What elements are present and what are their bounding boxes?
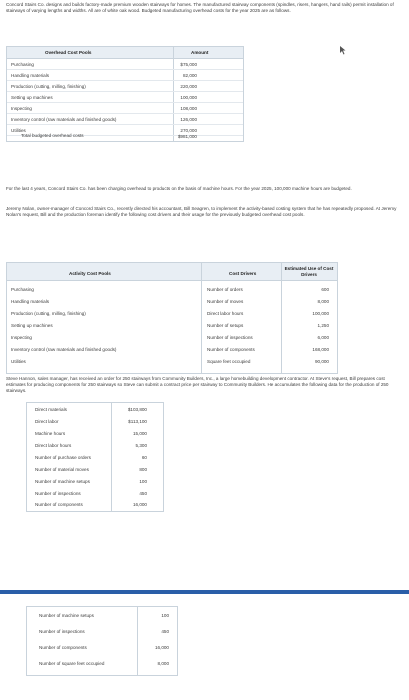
order-paragraph: Steve Hannon, sales manager, has received an order for 250 stairways from Community Builders, Inc., a large homebuilding development contractor. At Steve's request, Bill prepares cost estimates for producing components for 250 stairways so Steve can submit a contract price per stairway to Community Builders. He accumulates the following data for the production of 250 stairways. — [6, 376, 389, 393]
activity-usage: 90,000 — [314, 359, 329, 364]
order-label: Number of inspections — [35, 491, 81, 496]
bottom-value: 8,000 — [157, 661, 169, 666]
order-value: $103,800 — [127, 407, 147, 412]
activity-pool: Utilities — [11, 359, 26, 364]
bottom-label: Number of machine setups — [39, 613, 94, 618]
row-label: Inventory control (raw materials and finished goods) — [11, 117, 117, 122]
activity-divider-2 — [281, 263, 282, 373]
activity-driver: Number of setups — [207, 323, 244, 328]
activity-pool: Production (cutting, milling, finishing) — [11, 311, 86, 316]
order-label: Number of material moves — [35, 467, 89, 472]
order-label: Machine hours — [35, 431, 66, 436]
row-label: Inspecting — [11, 106, 32, 111]
activity-pool: Inventory control (raw materials and finished goods) — [11, 347, 117, 352]
table-row — [7, 59, 243, 70]
bottom-value: 450 — [161, 629, 169, 634]
order-value: 60 — [141, 455, 147, 460]
order-label: Number of machine setups — [35, 479, 90, 484]
activity-header-pools: Activity Cost Pools — [69, 271, 111, 276]
bottom-label: Number of components — [39, 645, 87, 650]
overhead-cost-table — [6, 46, 244, 142]
order-label: Number of components — [35, 502, 83, 507]
row-amount: $75,000 — [180, 62, 197, 67]
activity-driver: Number of inspections — [207, 335, 253, 340]
activity-pool: Handling materials — [11, 299, 50, 304]
total-amount: $981,000 — [177, 134, 197, 139]
activity-header-drivers: Cost Drivers — [229, 271, 257, 276]
activity-header-usage: Estimated Use of Cost Drivers — [284, 266, 334, 277]
activity-pool: Inspecting — [11, 335, 32, 340]
bottom-value: 16,000 — [154, 645, 169, 650]
activity-usage: 600 — [321, 287, 329, 292]
intro-paragraph: Concord Stairs Co. designs and builds factory-made premium wooden stairways for homes. The manufactured stairway components (spindles, risers, hangers, hand rails) permit installation of stairways of varying lengths and widths. All are of white oak wood. Budgeted manufacturing overhead costs for the year 2025 are as follows. — [6, 2, 394, 13]
activity-divider-1 — [201, 263, 202, 373]
row-amount: 82,000 — [182, 73, 197, 78]
bottom-value: 100 — [161, 613, 169, 618]
activity-usage: 6,000 — [317, 335, 329, 340]
row-amount: 108,000 — [180, 106, 197, 111]
row-label: Setting up machines — [11, 95, 53, 100]
bottom-label: Number of square feet occupied — [39, 661, 105, 666]
row-label: Production (cutting, milling, finishing) — [11, 84, 86, 89]
activity-driver: Number of components — [207, 347, 255, 352]
row-label: Purchasing — [11, 62, 34, 67]
row-amount: 100,000 — [180, 95, 197, 100]
machine-hours-paragraph: For the last 4 years, Concord Stairs Co. has been charging overhead to products on the basis of machine hours. For the year 2025, 100,000 machine hours are budgeted. — [6, 186, 352, 191]
activity-cost-table — [6, 262, 338, 374]
activity-driver: Number of orders — [207, 287, 243, 292]
order-data-table — [26, 402, 164, 512]
overhead-header-amount: Amount — [191, 50, 209, 55]
row-amount: 270,000 — [180, 128, 197, 133]
row-amount: 126,000 — [180, 117, 197, 122]
order-label: Number of purchase orders — [35, 455, 91, 460]
row-label: Handling materials — [11, 73, 50, 78]
abc-implementation-paragraph: Jeremy Nolan, owner-manager of Concord Stairs Co., recently directed his accountant, Bill Seagren, to implement the activity-based costing system that he has repeatedly proposed. At Jeremy Nolan's request, Bill and the production foreman identify the following cost drivers and their usage for the previously budgeted overhead cost pools. — [6, 206, 397, 217]
cursor-icon — [340, 46, 346, 55]
activity-driver: Number of moves — [207, 299, 244, 304]
order-value: 450 — [139, 491, 147, 496]
order-value: 16,000 — [132, 502, 147, 507]
row-amount: 220,000 — [180, 84, 197, 89]
order-value: 15,000 — [132, 431, 147, 436]
page-divider — [0, 590, 409, 594]
order-divider — [111, 403, 112, 511]
overhead-header-pools: Overhead Cost Pools — [45, 50, 92, 55]
bottom-divider — [137, 607, 138, 675]
order-label: Direct labor — [35, 419, 59, 424]
order-value: $113,100 — [128, 419, 147, 424]
total-label: Total budgeted overhead costs — [21, 133, 84, 138]
order-value: 100 — [139, 479, 147, 484]
activity-usage: 8,000 — [317, 299, 329, 304]
activity-driver: Direct labor hours — [207, 311, 244, 316]
bottom-label: Number of inspections — [39, 629, 85, 634]
activity-driver: Square feet occupied — [207, 359, 251, 364]
order-value: 5,300 — [135, 443, 147, 448]
activity-usage: 168,000 — [312, 347, 329, 352]
row-label: Utilities — [11, 128, 26, 133]
bottom-data-table — [26, 606, 178, 676]
order-label: Direct labor hours — [35, 443, 72, 448]
order-value: 800 — [139, 467, 147, 472]
activity-usage: 1,250 — [317, 323, 329, 328]
order-label: Direct materials — [35, 407, 67, 412]
activity-pool: Setting up machines — [11, 323, 53, 328]
activity-usage: 100,000 — [312, 311, 329, 316]
activity-pool: Purchasing — [11, 287, 34, 292]
table-row — [7, 103, 243, 114]
